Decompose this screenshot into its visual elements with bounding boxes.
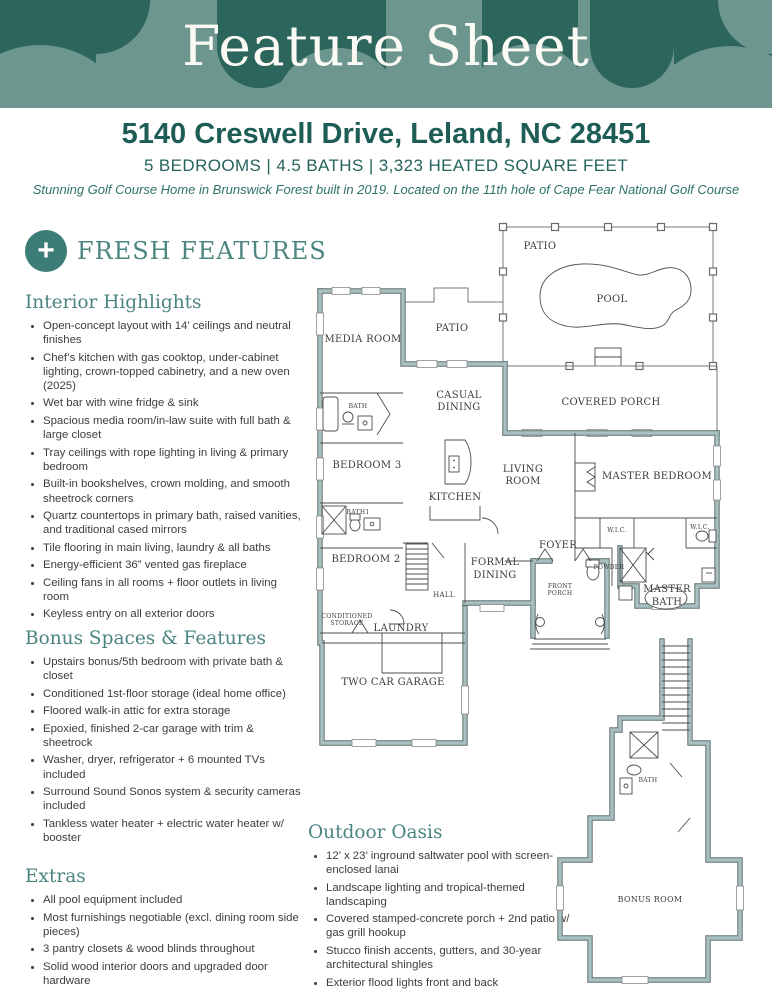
- feature-item: • Most furnishings negotiable (excl. dining room side pieces): [43, 911, 301, 939]
- exterior-walls: [320, 291, 740, 980]
- floorplan-svg: [282, 218, 772, 1000]
- feature-item: • 12’ x 23’ inground saltwater pool with screen-enclosed lanai: [326, 849, 570, 877]
- feature-item: • All pool equipment included: [43, 893, 301, 907]
- feature-item: • Stucco finish accents, gutters, and 30-year architectural shingles: [326, 944, 570, 972]
- feature-item: • Ceiling fans in all rooms + floor outlets in living room: [43, 576, 301, 604]
- room-label-patio: PATIO: [435, 323, 469, 334]
- room-label-master-bedroom: MASTER BEDROOM: [601, 471, 713, 482]
- feature-item: • Chef’s kitchen with gas cooktop, under-cabinet lighting, crown-topped cabinetry, and a new oven (2025): [43, 351, 301, 393]
- address-block: [0, 118, 772, 197]
- feature-item: • Quartz countertops in primary bath, raised vanities, and traditional cased mirrors: [43, 509, 301, 537]
- upper-floor: [620, 646, 690, 832]
- feature-list: [25, 319, 301, 622]
- feature-item: • Epoxied, finished 2-car garage with trim & sheetrock: [43, 722, 301, 750]
- room-label-storage: STORAGE: [330, 620, 364, 627]
- header-banner: [0, 0, 772, 108]
- feature-item: • 3 pantry closets & wood blinds throughout: [43, 942, 301, 956]
- section-heading: Interior Highlights: [25, 292, 202, 313]
- feature-item: • Tray ceilings with rope lighting in living & primary bedroom: [43, 446, 301, 474]
- feature-item: • Upstairs bonus/5th bedroom with private bath & closet: [43, 655, 301, 683]
- room-label-powder: POWDER: [593, 564, 625, 571]
- room-label-patio-lanai: PATIO: [523, 241, 557, 252]
- room-label-hall: HALL: [433, 591, 455, 599]
- feature-item: • Tile flooring in main living, laundry & all baths: [43, 541, 301, 555]
- room-label-garage: TWO CAR GARAGE: [341, 677, 445, 688]
- room-label-foyer: FOYER: [538, 540, 578, 551]
- feature-item: • Surround Sound Sonos system & security cameras included: [43, 785, 301, 813]
- feature-item: • Tankless water heater + electric water heater w/ booster: [43, 817, 301, 845]
- section-heading: Outdoor Oasis: [308, 822, 443, 843]
- room-label-bath-up: BATH: [638, 777, 658, 784]
- feature-item: • Landscape lighting and tropical-themed landscaping: [326, 881, 570, 909]
- room-label-laundry: LAUNDRY: [373, 623, 429, 634]
- feature-list: [25, 655, 301, 845]
- windows: [317, 288, 744, 984]
- feature-list: [25, 893, 301, 988]
- room-label-formal: FORMAL: [470, 557, 520, 568]
- room-label-living-room: ROOM: [505, 476, 541, 487]
- room-label-media-room: MEDIA ROOM: [324, 334, 402, 345]
- feature-item: • Washer, dryer, refrigerator + 6 mounted TVs included: [43, 753, 301, 781]
- room-label-wic1: W.I.C.: [607, 527, 627, 534]
- feature-item: • Keyless entry on all exterior doors: [43, 607, 301, 621]
- section-interior-highlights: [25, 292, 301, 625]
- property-tagline: Stunning Golf Course Home in Brunswick Forest built in 2019. Located on the 11th hole of Cape Fear National Golf Course: [32, 182, 740, 197]
- room-label-covered-porch: COVERED PORCH: [561, 397, 661, 408]
- room-label-bedroom3: BEDROOM 3: [332, 460, 402, 471]
- room-labels: [322, 241, 713, 904]
- feature-item: • Solid wood interior doors and upgraded door hardware: [43, 960, 301, 988]
- room-label-living: LIVING: [502, 464, 544, 475]
- feature-item: • Built-in bookshelves, crown molding, and smooth sheetrock corners: [43, 477, 301, 505]
- plus-icon: +: [25, 230, 67, 272]
- fresh-features-label: FRESH FEATURES: [77, 237, 327, 265]
- feature-item: • Spacious media room/in-law suite with full bath & large closet: [43, 414, 301, 442]
- feature-item: • Exterior flood lights front and back: [326, 976, 570, 990]
- room-label-master: MASTER: [643, 584, 691, 595]
- room-label-bonus-room: BONUS ROOM: [617, 895, 683, 904]
- room-label-bedroom2: BEDROOM 2: [331, 554, 401, 565]
- room-label-casual: CASUAL: [436, 390, 482, 401]
- patio-outline: [403, 288, 503, 302]
- feature-item: • Floored walk-in attic for extra storage: [43, 704, 301, 718]
- room-label-pool: POOL: [596, 294, 628, 305]
- room-label-master-bath: BATH: [651, 597, 683, 608]
- property-stats: 5 BEDROOMS | 4.5 BATHS | 3,323 HEATED SQUARE FEET: [143, 156, 629, 175]
- section-bonus-spaces: [25, 628, 301, 848]
- feature-item: • Energy-efficient 36” vented gas fireplace: [43, 558, 301, 572]
- room-label-casual-dining: DINING: [437, 402, 481, 413]
- feature-item: • Wet bar with wine fridge & sink: [43, 396, 301, 410]
- section-heading: Extras: [25, 866, 86, 887]
- main-stairs: [406, 544, 428, 590]
- room-label-front: FRONT: [547, 583, 573, 590]
- address-title: 5140 Creswell Drive, Leland, NC 28451: [121, 118, 651, 150]
- section-extras: [25, 866, 301, 991]
- section-heading: Bonus Spaces & Features: [25, 628, 266, 649]
- feature-item: • Covered stamped-concrete porch + 2nd patio w/ gas grill hookup: [326, 912, 570, 940]
- room-label-kitchen: KITCHEN: [428, 492, 482, 503]
- room-label-formal-dining: DINING: [473, 570, 517, 581]
- room-label-bath1: BATH1: [346, 509, 370, 516]
- kitchen-island: [430, 440, 480, 520]
- room-label-conditioned: CONDITIONED: [321, 613, 373, 620]
- room-label-front-porch: PORCH: [547, 590, 573, 597]
- page-title: Feature Sheet: [182, 14, 590, 78]
- media-bath-fixtures: [323, 393, 390, 435]
- room-label-wic2: W.I.C.: [690, 524, 710, 531]
- feature-item: • Conditioned 1st-floor storage (ideal home office): [43, 687, 301, 701]
- feature-item: • Open-concept layout with 14’ ceilings and neutral finishes: [43, 319, 301, 347]
- room-label-bath: BATH: [348, 403, 368, 410]
